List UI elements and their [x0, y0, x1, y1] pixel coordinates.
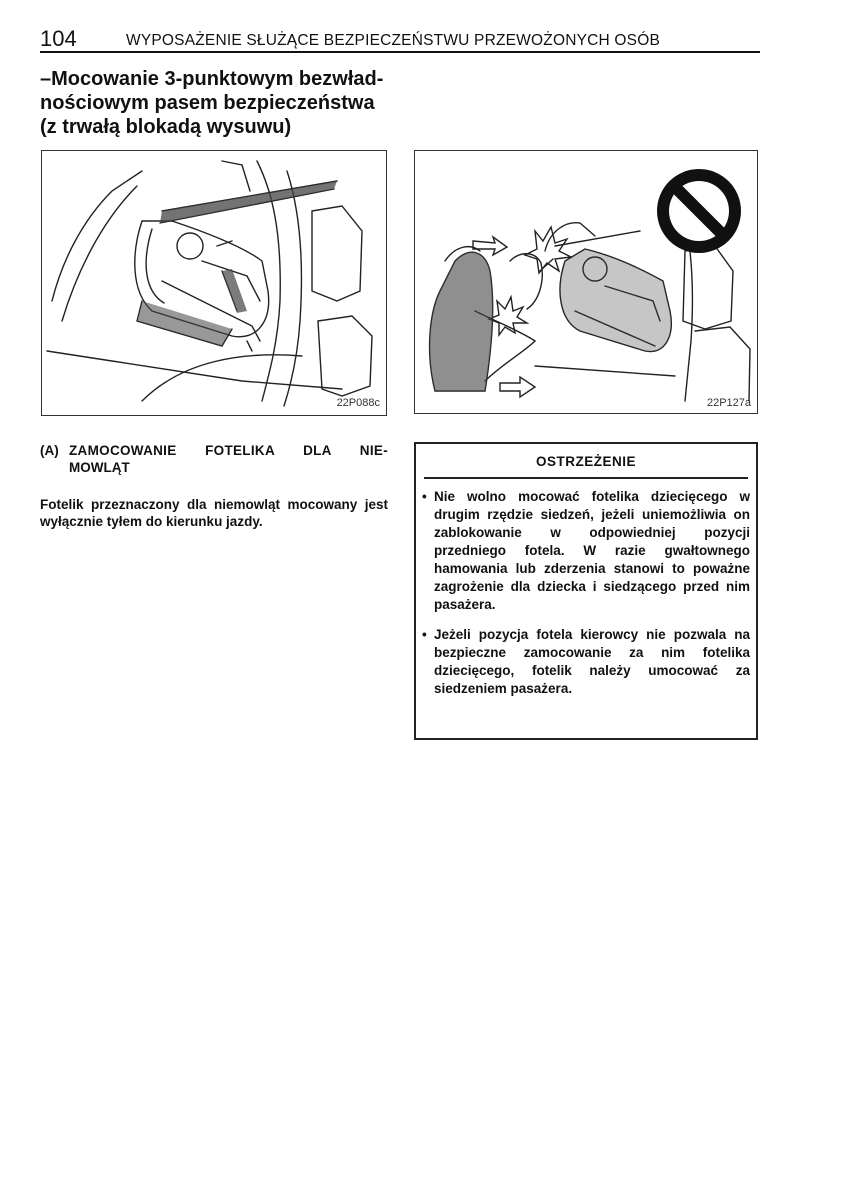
warning-item: [422, 626, 750, 698]
figure-prohibited-mounting: [414, 150, 758, 414]
item-label-line2: MOWLĄT: [69, 460, 130, 475]
infant-seat-illustration: [42, 151, 386, 415]
bullet-icon: •: [422, 489, 427, 504]
figure-infant-seat-belted: [41, 150, 387, 416]
item-label-line1: ZAMOCOWANIE FOTELIKA DLA NIE-: [69, 443, 388, 458]
item-a-description: Fotelik przeznaczony dla niemowląt mocowany jest wyłącznie tyłem do kierunku jazdy.: [40, 497, 388, 529]
warning-title: OSTRZEŻENIE: [535, 454, 636, 469]
bullet-icon: •: [422, 627, 427, 642]
chapter-title: WYPOSAŻENIE SŁUŻĄCE BEZPIECZEŃSTWU PRZEWOŻONYCH OSÓB: [126, 32, 661, 49]
page-number: 104: [40, 26, 77, 51]
header-divider: [40, 51, 760, 53]
warning-item-text: Nie wolno mocować fotelika dziecięcego w drugim rzędzie siedzeń, jeżeli uniemożliwia on zablokowanie w odpowiedniej pozycji przedniego fotela. W razie gwałtownego hamowania lub zderzenia stanowi to poważne zagrożenie dla dziecka i siedzącego przed nim pasażera.: [434, 489, 750, 612]
item-marker: (A): [40, 443, 59, 458]
figure-code: 22P088c: [336, 397, 380, 409]
warning-box: [414, 442, 758, 740]
prohibited-mounting-illustration: [415, 151, 757, 413]
warning-item: [422, 488, 750, 614]
figure-code: 22P127a: [706, 397, 751, 409]
warning-item-text: Jeżeli pozycja fotela kierowcy nie pozwala na bezpieczne zamocowanie za nim fotelika dziecięcego, fotelik należy umocować za siedzeniem pasażera.: [434, 627, 750, 696]
page-header: [40, 26, 760, 54]
section-title: –Mocowanie 3-punktowym bezwład- nościowym pasem bezpieczeństwa (z trwałą blokadą wysuwu): [40, 68, 384, 138]
warning-divider: [424, 477, 748, 479]
warning-list: [422, 488, 750, 710]
